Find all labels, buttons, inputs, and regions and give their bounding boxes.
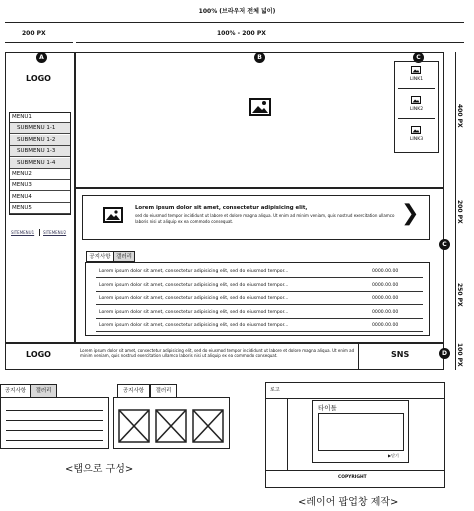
notice-date: 0000.00.00	[372, 296, 399, 301]
example-tab1-line	[6, 440, 103, 441]
sidebar-menu-item[interactable]: MENU4	[9, 192, 71, 203]
banner-next-arrow[interactable]: ❯	[401, 201, 420, 226]
sidebar-divider	[74, 52, 76, 342]
example-tab1-notice[interactable]: 공지사항	[0, 384, 31, 398]
height-label-400: 400 PX	[456, 104, 463, 128]
main-width-arrow	[76, 42, 464, 43]
notice-date: 0000.00.00	[372, 282, 399, 288]
notice-title: Lorem ipsum dolor sit amet, consectetur adipisicing elit, sed do eiusmod tempor...	[99, 296, 289, 301]
example-tab1-line	[6, 410, 103, 411]
quick-link-divider	[398, 88, 435, 89]
notice-date: 0000.00.00	[372, 269, 399, 274]
site-link-2[interactable]: SITEMENU2	[43, 230, 67, 235]
height-label-100: 100 PX	[456, 343, 463, 367]
quick-link-divider	[398, 118, 435, 119]
example-tab1-panel	[0, 397, 109, 449]
example-tab2-notice[interactable]: 공지사항	[117, 384, 150, 398]
gallery-thumbnails	[118, 409, 226, 443]
notice-row[interactable]	[96, 307, 423, 319]
notice-title: Lorem ipsum dolor sit amet, consectetur adipisicing elit, sed do eiusmod tempor...	[99, 269, 289, 274]
layer-popup-content	[318, 413, 404, 451]
tab-gallery[interactable]: 갤러리	[113, 251, 135, 262]
sidebar-submenu-item[interactable]: SUBMENU 1-2	[9, 135, 71, 146]
sidebar-submenu-item[interactable]: SUBMENU 1-4	[9, 158, 71, 169]
badge-c-top: C	[413, 52, 424, 63]
badge-a: A	[36, 52, 47, 63]
popup-footer-line	[265, 470, 445, 471]
notice-row[interactable]	[96, 280, 423, 292]
site-link-separator	[39, 229, 40, 236]
banner-title: Lorem ipsum dolor sit amet, consectetur adipisicing elit,	[135, 205, 308, 211]
height-label-200: 200 PX	[456, 200, 463, 224]
height-label-250: 250 PX	[456, 283, 463, 307]
notice-row[interactable]	[96, 293, 423, 305]
footer-sns-divider	[358, 343, 359, 370]
banner-body: sed do eiusmod tempor incididunt ut labore et dolore magna aliqua. Ut enim ad minim veniam, quis nostrud exercitation ullamco laboris nisi ut aliquip ex ea commodo consequat.	[135, 213, 395, 224]
quick-link-label[interactable]: LINK2	[409, 107, 424, 112]
popup-side-line	[287, 398, 288, 470]
sidebar-submenu-item[interactable]: SUBMENU 1-1	[9, 123, 71, 134]
layer-popup-title: 타이틀	[318, 404, 337, 412]
popup-browser-logo: 로고	[270, 387, 280, 393]
layer-popup-close[interactable]: ▶닫기	[388, 453, 399, 458]
sidebar-menu-item[interactable]: MENU3	[9, 180, 71, 191]
quick-link-image-icon	[411, 66, 421, 74]
left-width-label: 200 PX	[22, 30, 46, 37]
notice-title: Lorem ipsum dolor sit amet, consectetur adipisicing elit, sed do eiusmod tempor...	[99, 309, 289, 315]
sidebar-menu-item[interactable]: MENU2	[9, 169, 71, 180]
sidebar-menu-item[interactable]: MENU1	[9, 112, 71, 123]
notice-row[interactable]	[96, 320, 423, 332]
footer-divider	[5, 342, 444, 344]
left-width-arrow	[5, 42, 73, 43]
popup-copyright: COPYRIGHT	[338, 475, 367, 480]
notice-title: Lorem ipsum dolor sit amet, consectetur adipisicing elit, sed do eiusmod tempor...	[99, 323, 289, 328]
badge-c-right: C	[439, 239, 450, 250]
example-tab2-gallery[interactable]: 갤러리	[150, 384, 177, 398]
quick-link-label[interactable]: LINK3	[409, 137, 424, 142]
example-tab1-gallery[interactable]: 갤러리	[30, 384, 57, 398]
full-width-arrow	[5, 22, 464, 23]
badge-b: B	[254, 52, 265, 63]
sidebar-menu-frame	[9, 112, 71, 215]
tab-caption: <탭으로 구성>	[65, 464, 134, 475]
visual-divider	[74, 187, 444, 189]
main-visual-image-icon	[249, 98, 271, 116]
banner-image-icon	[103, 207, 123, 223]
example-tab1-line	[6, 430, 103, 431]
notice-date: 0000.00.00	[372, 323, 399, 328]
full-width-label: 100% (브라우저 전체 넓이)	[198, 8, 276, 15]
example-tab1-line	[6, 420, 103, 421]
main-width-label: 100% - 200 PX	[217, 30, 266, 37]
footer-text: Lorem ipsum dolor sit amet, consectetur adipisicing elit, sed do eiusmod tempor incididunt ut labore et dolore magna aliqua. Ut enim ad minim veniam, quis nostrud exercitation ullamco laboris nisi ut aliquip ex ea commodo consequat.	[80, 348, 355, 358]
quick-link-image-icon	[411, 96, 421, 104]
notice-row[interactable]	[96, 266, 423, 278]
badge-d: D	[439, 348, 450, 359]
popup-header-line	[265, 398, 445, 399]
footer-sns: SNS	[391, 350, 410, 359]
tab-notice[interactable]: 공지사항	[86, 251, 114, 262]
popup-caption: <레이어 팝업창 제작>	[298, 497, 399, 508]
sidebar-menu-item[interactable]: MENU5	[9, 203, 71, 214]
site-link-1[interactable]: SITEMENU1	[11, 230, 35, 235]
sidebar-logo: LOGO	[26, 74, 51, 83]
quick-link-image-icon	[411, 126, 421, 134]
quick-link-label[interactable]: LINK1	[409, 77, 424, 82]
footer-logo: LOGO	[26, 350, 51, 359]
sidebar-submenu-item[interactable]: SUBMENU 1-3	[9, 146, 71, 157]
notice-title: Lorem ipsum dolor sit amet, consectetur adipisicing elit, sed do eiusmod tempor...	[99, 282, 289, 288]
notice-date: 0000.00.00	[372, 309, 399, 315]
